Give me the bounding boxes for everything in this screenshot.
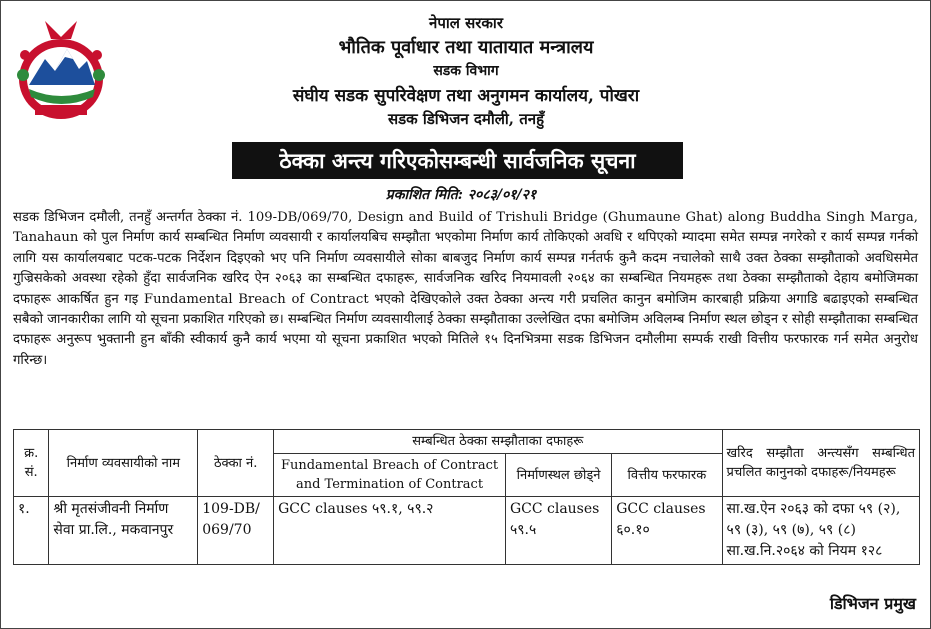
header-contractor: निर्माण व्यवसायीको नाम (49, 430, 198, 497)
contract-table (13, 429, 920, 565)
ministry-name: भौतिक पूर्वाधार तथा यातायात मन्त्रालय (338, 37, 594, 58)
government-name: नेपाल सरकार (429, 14, 503, 32)
header-laws: खरिद सम्झौता अन्त्यसँग सम्बन्धित प्रचलित कानुनको दफाहरू/नियमहरू (722, 430, 919, 497)
notice-body: सडक डिभिजन दमौली, तनहुँ अन्तर्गत ठेक्का नं. 109-DB/069/70, Design and Build of Trishuli Bridge (Ghumaune Ghat) along Buddha Singh Marga, Tanahaun को पुल निर्माण कार्य सम्बन्धित निर्माण व्यवसायी र कार्यालयबिच सम्झौता भएकोमा निर्माण कार्य तोकिएको अवधि र थपिएको म्यादमा समेत सम्पन्न नगरेको र कार्य सम्पन्न गर्नको लागि यस कार्यालयबाट पटक-पटक निर्देशन दिइएको भए पनि निर्माण व्यवसायीले सोका बाबजुद निर्माण कार्य सम्पन्न गर्नतर्फ कुनै कदम नचालेको साथै उक्त ठेक्का सम्झौताको अवधिसमेत गुज्रिसकेको अवस्था रहेको हुँदा सार्वजनिक खरिद ऐन २०६३ का सम्बन्धित दफाहरू, सार्वजनिक खरिद नियमावली २०६४ का सम्बन्धित नियमहरू तथा ठेक्का सम्झौताको देहाय बमोजिमका दफाहरू आकर्षित हुन गइ Fundamental Breach of Contract भएको देखिएकोले उक्त ठेक्का अन्त्य गरी प्रचलित कानुन बमोजिम कारबाही प्रक्रिया अगाडि बढाइएको सम्बन्धित सबैको जानकारीका लागि यो सूचना प्रकाशित गरिएको छ। सम्बन्धित निर्माण व्यवसायीलाई ठेक्का सम्झौताका उल्लेखित दफा बमोजिम अविलम्ब निर्माण स्थल छोड्न र सोही सम्झौताका सम्बन्धित दफाहरू अनुरूप भुक्तानी हुन बाँकी स्वीकार्य कुनै कार्य भएमा यो सूचना प्रकाशित भएको मितिले १५ दिनभित्रमा सडक डिभिजन दमौलीमा सम्पर्क राखी वित्तीय फरफारक गर्न समेत अनुरोध गरिन्छ। (13, 210, 918, 368)
notice-title: ठेक्का अन्त्य गरिएकोसम्बन्धी सार्वजनिक सूचना (232, 142, 683, 179)
cell-laws: सा.ख.ऐन २०६३ को दफा ५९ (२), ५९ (३), ५९ (७), ५९ (८) सा.ख.नि.२०६४ को नियम १२८ (722, 497, 919, 565)
nepal-emblem-logo (15, 19, 107, 123)
division-name: सडक डिभिजन दमौली, तनहुँ (387, 110, 545, 128)
cell-leave-site: GCC clauses ५९.५ (505, 497, 611, 565)
office-name: संघीय सडक सुपरिवेक्षण तथा अनुगमन कार्यालय, पोखरा (292, 86, 640, 106)
cell-contractor: श्री मृतसंजीवनी निर्माण सेवा प्रा.लि., मकवानपुर (49, 497, 198, 565)
header-serial: क्र. सं. (14, 430, 49, 497)
header-contract-no: ठेक्का नं. (198, 430, 274, 497)
cell-serial: १. (14, 497, 49, 565)
cell-breach: GCC clauses ५९.१, ५९.२ (274, 497, 506, 565)
table-header-row (14, 430, 920, 454)
cell-contract-no: 109-DB/ 069/70 (198, 497, 274, 565)
header-financial-settlement: वित्तीय फरफारक (612, 454, 722, 497)
published-date: प्रकाशित मिति: २०८३/०१/२१ (385, 187, 537, 203)
header-clauses-group: सम्बन्धित ठेक्का सम्झौताका दफाहरू (274, 430, 722, 454)
signature-title: डिभिजन प्रमुख (829, 594, 916, 613)
cell-financial-settlement: GCC clauses ६०.१० (612, 497, 722, 565)
department-name: सडक विभाग (433, 63, 499, 79)
header-leave-site: निर्माणस्थल छोड्ने (505, 454, 611, 497)
header-breach: Fundamental Breach of Contract and Termination of Contract (274, 454, 506, 497)
table-row (14, 497, 920, 565)
